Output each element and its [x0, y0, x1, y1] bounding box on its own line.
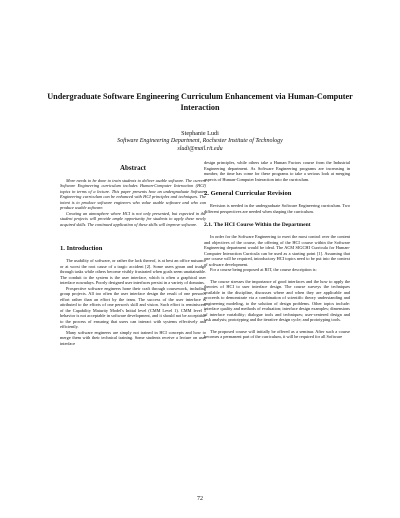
body-paragraph: Many software engineers are simply not trained in HCI concepts and how to merge them with their technical training. Some students receive a lecture on user interface — [60, 329, 206, 346]
body-paragraph: For a course being proposed at RIT, the course description is: — [210, 267, 317, 272]
abstract-paragraph: Creating an atmosphere where HCI is not only presented, but expected in the student projects will provide ample opportunity for students to apply these newly acquired skills. The continued application of these skills will improve software. — [60, 210, 206, 227]
section-body — [204, 203, 350, 214]
section-body — [204, 234, 350, 340]
body-paragraph: Revision is needed in the undergraduate Software Engineering curriculum. Two different perspectives are needed when shaping the curriculum. — [204, 203, 350, 214]
paper-title: Undergraduate Software Engineering Curriculum Enhancement via Human-Computer Interaction — [47, 92, 353, 112]
section-body — [204, 160, 350, 182]
author-affiliation: Software Engineering Department, Rochester Institute of Technology — [117, 138, 283, 144]
page-number: 72 — [197, 496, 203, 502]
body-paragraph: In order for the Software Engineering to exert the most control over the content and objectives of the course, the offering of the HCI course within the Software Engineering department would be ideal. The ACM SIGCHI Curricula for Human-Computer Interaction Curricula can be used as a starting point [1]. Assuming that one course will be required, introductory HCI topics need to be put into the context of software development. — [204, 234, 350, 267]
right-column — [204, 160, 350, 340]
body-paragraph: The course stresses the importance of good interfaces and the how to apply the theories of HCI to user interface design. The course surveys the techniques available in the discipline, discusses where and when they are applicable and proceeds to demonstrate via a combination of scientific theory understanding and engineering modeling, to the solution of design problems. Other topics include: interface quality and methods of evaluation; interface design examples; dimensions of interface variability; dialogue tools and techniques; user-centered design and task analysis; prototyping and the iterative design cycle; and prototyping tools. — [204, 278, 350, 322]
author-name: Stephanie Ludi — [181, 130, 219, 137]
section-body — [60, 258, 206, 346]
abstract-body — [60, 178, 206, 227]
body-paragraph: The proposed course will initially be offered as a seminar. After such a course becomes a permanent part of the curriculum, it will be required for all Software — [204, 328, 350, 339]
abstract-heading: Abstract — [119, 164, 147, 172]
body-paragraph: The usability of software, or rather the lack thereof, is at best an office nuisance or at worst the root cause of a tragic accident [2]. Some users groan and trudge through tasks while others become visibly frustrated when goals seem unattainable. The conduit to the system is the user interface, which is often a graphical user interface nowadays. Poorly designed user interfaces persist in a variety of domains. — [60, 258, 206, 286]
subsection-heading: 2.1. The HCI Course Within the Department — [204, 222, 311, 228]
body-paragraph: Prospective software engineers hone their craft through coursework, including group projects. All too often the user interface design the result of one person's effort rather than an effort by the team. The success of the user interface is attributed to the efforts of one person's skill and vision. Such effort is reminiscent of the Capability Maturity Model's Initial level (CMM Level 1). CMM level 1 behavior is not acceptable in software development, and it should not be acceptable to the process of ensuring that users can interact with systems effectively and efficiently. — [60, 285, 206, 330]
author-email: sludi@mail.rit.edu — [177, 146, 223, 152]
body-paragraph: design principles, while others take a Human Factors course from the Industrial Engineering department. As Software Engineering programs are increasing in number, the time has come for these programs to take a serious look at merging aspects of Human-Computer Interaction into the curriculum. — [204, 160, 350, 182]
section-heading: 1. Introduction — [60, 245, 103, 253]
abstract-paragraph: More needs to be done to train students to deliver usable software. The current Software Engineering curriculum includes Human-Computer Interaction (HCI) topics in terms of a lecture. This paper presents how an undergraduate Software Engineering curriculum can be enhanced with HCI principles and techniques. The intent is to produce software engineers who value usable software and who can produce usable software. — [60, 178, 206, 211]
left-column — [60, 160, 206, 346]
section-heading: 2. General Curricular Revision — [204, 190, 292, 197]
